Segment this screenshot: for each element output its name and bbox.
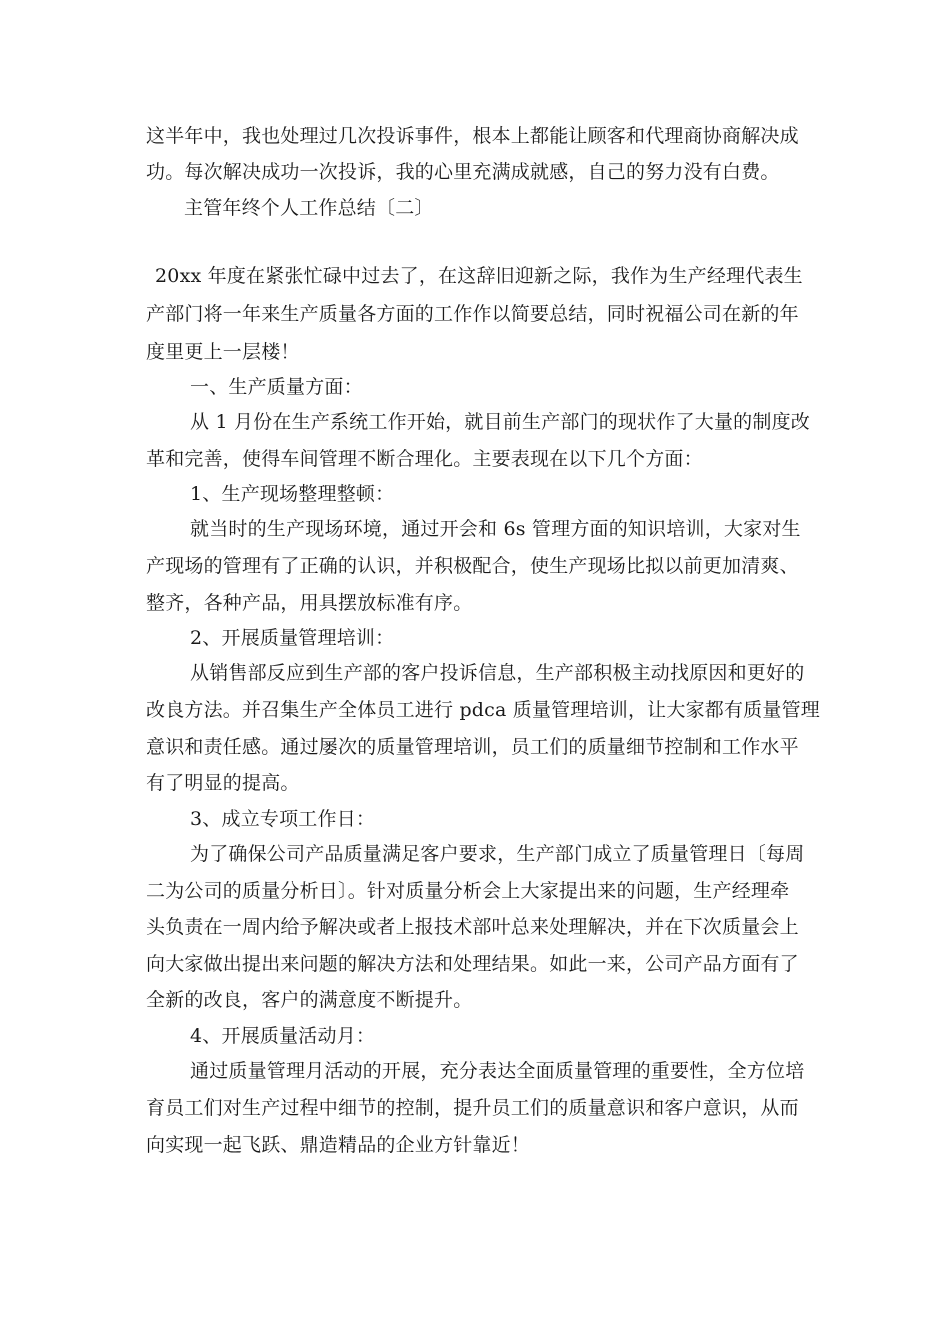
subsection-heading: 2、开展质量管理培训： (190, 627, 395, 649)
paragraph-line: 全新的改良，客户的满意度不断提升。 (146, 989, 473, 1011)
subsection-heading: 3、成立专项工作日： (190, 808, 376, 830)
paragraph-line: 二为公司的质量分析日〕。针对质量分析会上大家提出来的问题，生产经理牵 (146, 880, 790, 902)
paragraph-line: 意识和责任感。通过屡次的质量管理培训，员工们的质量细节控制和工作水平 (146, 736, 799, 758)
paragraph-line: 度里更上一层楼！ (146, 341, 300, 363)
paragraph-line: 革和完善，使得车间管理不断合理化。主要表现在以下几个方面： (146, 448, 703, 470)
paragraph-line: 改良方法。并召集生产全体员工进行 pdca 质量管理培训，让大家都有质量管理 (146, 699, 820, 721)
paragraph-line: 头负责在一周内给予解决或者上报技术部叶总来处理解决，并在下次质量会上 (146, 916, 799, 938)
paragraph-line: 向实现一起飞跃、鼎造精品的企业方针靠近！ (146, 1134, 531, 1156)
paragraph-line: 产现场的管理有了正确的认识，并积极配合，使生产现场比拟以前更加清爽、 (146, 555, 799, 577)
subsection-heading: 1、生产现场整理整顿： (190, 483, 395, 505)
paragraph-line: 从 1 月份在生产系统工作开始，就目前生产部门的现状作了大量的制度改 (190, 411, 810, 433)
paragraph-line: 有了明显的提高。 (146, 772, 300, 794)
paragraph-line: 就当时的生产现场环境，通过开会和 6s 管理方面的知识培训，大家对生 (190, 518, 801, 540)
subsection-heading: 4、开展质量活动月： (190, 1025, 376, 1047)
paragraph-line: 这半年中，我也处理过几次投诉事件，根本上都能让顾客和代理商协商解决成 (146, 125, 799, 147)
paragraph-line: 为了确保公司产品质量满足客户要求，生产部门成立了质量管理日〔每周 (190, 843, 805, 865)
section-heading: 主管年终个人工作总结〔二〕 (184, 197, 434, 219)
paragraph-line: 整齐，各种产品，用具摆放标准有序。 (146, 592, 473, 614)
paragraph-line: 产部门将一年来生产质量各方面的工作作以简要总结，同时祝福公司在新的年 (146, 303, 799, 325)
paragraph-line: 20xx 年度在紧张忙碌中过去了，在这辞旧迎新之际，我作为生产经理代表生 (155, 265, 803, 287)
paragraph-line: 通过质量管理月活动的开展，充分表达全面质量管理的重要性，全方位培 (190, 1060, 805, 1082)
paragraph-line: 向大家做出提出来问题的解决方法和处理结果。如此一来，公司产品方面有了 (146, 953, 799, 975)
paragraph-line: 从销售部反应到生产部的客户投诉信息，生产部积极主动找原因和更好的 (190, 662, 805, 684)
paragraph-line: 育员工们对生产过程中细节的控制，提升员工们的质量意识和客户意识，从而 (146, 1097, 799, 1119)
subsection-heading: 一、生产质量方面： (190, 376, 363, 398)
paragraph-line: 功。每次解决成功一次投诉，我的心里充满成就感，自己的努力没有白费。 (146, 161, 780, 183)
